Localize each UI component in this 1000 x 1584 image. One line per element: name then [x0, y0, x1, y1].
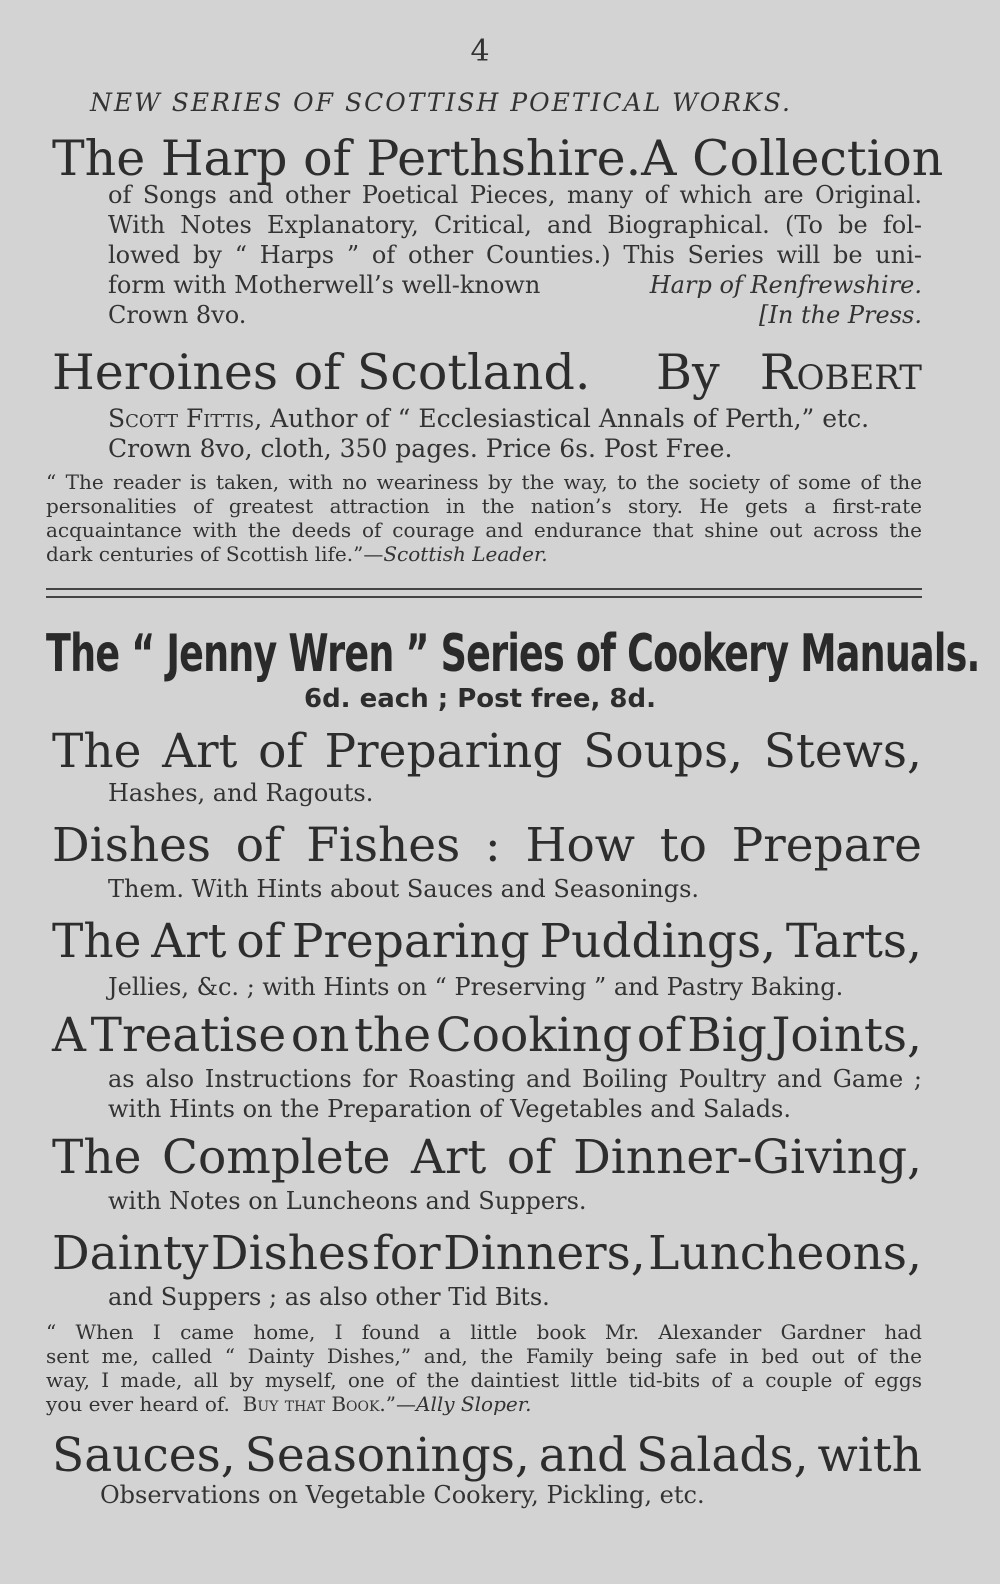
author-line [108, 404, 922, 434]
title-left: Heroines of Scotland. [52, 344, 591, 401]
quote-line [46, 1392, 922, 1416]
series-title-jenny-wren: The “ Jenny Wren ” Series of Cookery Manuals. [46, 624, 980, 684]
status-text: [In the Press. [759, 301, 922, 329]
description-line: Observations on Vegetable Cookery, Pickling, etc. [100, 1481, 705, 1509]
book-description-dinner-giving [108, 1186, 922, 1216]
title-word: Dinners, [443, 1226, 646, 1281]
author-credit: Author of “ Ecclesiastical Annals of Perth,” etc. [270, 404, 870, 433]
book-description-soups [108, 778, 922, 808]
title-word: of [258, 724, 304, 779]
book-title-dainty-dishes [52, 1226, 922, 1281]
book-title-big-joints [52, 1008, 922, 1063]
quote-text: you ever heard of. [46, 1392, 230, 1416]
author-name: Scott Fittis, [108, 404, 263, 433]
quote-line: “ When I came home, I found a little book Mr. Alexander Gardner had [46, 1320, 922, 1344]
quote-line: “ The reader is taken, with no weariness by the way, to the society of some of the [46, 470, 922, 494]
title-word: with [817, 1428, 922, 1483]
book-description-dainty-dishes [108, 1282, 922, 1312]
title-by: By [656, 344, 720, 401]
title-left: The Harp of Perthshire. [52, 130, 642, 187]
description-line: with Hints on the Preparation of Vegetables and Salads. [108, 1095, 792, 1123]
description-line: lowed by “ Harps ” of other Counties.) This Series will be uni- [108, 241, 922, 269]
title-word: and [538, 1428, 628, 1483]
title-author-group [656, 344, 922, 401]
title-word: to [659, 818, 707, 873]
title-word: : [484, 818, 501, 873]
book-title-puddings [52, 914, 922, 969]
title-word: Art [162, 724, 238, 779]
book-title-soups [52, 724, 922, 779]
title-word: Preparing [324, 724, 563, 779]
title-word: Treatise [90, 1008, 287, 1063]
description-line: Jellies, &c. ; with Hints on “ Preserving ” and Pastry Baking. [108, 973, 844, 1001]
title-word: Sauces, [52, 1428, 236, 1483]
series-heading: NEW SERIES OF SCOTTISH POETICAL WORKS. [90, 88, 792, 117]
book-description-puddings [108, 972, 922, 1002]
title-word: the [354, 1008, 432, 1063]
title-word: Joints, [771, 1008, 922, 1063]
section-divider [46, 588, 922, 598]
title-word: Prepare [731, 818, 922, 873]
title-word: Salads, [636, 1428, 809, 1483]
book-description-sauces [100, 1480, 914, 1510]
book-title-dinner-giving [52, 1130, 922, 1185]
description-line: of Songs and other Poetical Pieces, many of which are Original. [108, 181, 922, 209]
book-description-harp [108, 180, 922, 330]
description-line: Hashes, and Ragouts. [108, 779, 374, 807]
title-word: Big [687, 1008, 767, 1063]
title-word: on [290, 1008, 350, 1063]
title-word: How [525, 818, 636, 873]
details-line: Crown 8vo, cloth, 350 pages. Price 6s. Post Free. [108, 434, 733, 463]
quote-emphasis: Buy that Book. [242, 1392, 386, 1416]
book-title-heroines-of-scotland [52, 344, 922, 401]
title-word: Soups, [583, 724, 744, 779]
book-title-sauces [52, 1428, 922, 1483]
review-quote-scottish-leader [46, 470, 922, 566]
quote-dash: ”— [385, 1392, 417, 1416]
book-title-fishes [52, 818, 922, 873]
title-word: Cooking [435, 1008, 633, 1063]
description-line: Them. With Hints about Sauces and Seasonings. [108, 875, 700, 903]
title-word: of [236, 914, 283, 969]
title-author: Robert [759, 344, 922, 401]
title-word: Dishes [210, 1226, 370, 1281]
quote-line: acquaintance with the deeds of courage and endurance that shine out across the [46, 518, 922, 542]
title-word: The [52, 914, 142, 969]
title-word: Dainty [52, 1226, 209, 1281]
title-word: Art [411, 1130, 487, 1185]
review-quote-ally-sloper [46, 1320, 922, 1416]
book-description-fishes [108, 874, 922, 904]
title-word: Puddings, [539, 914, 777, 969]
referenced-title: Harp of Renfrewshire. [649, 271, 922, 299]
page-number: 4 [470, 34, 490, 69]
book-description-heroines [108, 404, 922, 464]
title-word: Stews, [763, 724, 922, 779]
title-word: The [52, 1130, 142, 1185]
format-text: Crown 8vo. [108, 301, 247, 329]
description-line: With Notes Explanatory, Critical, and Biographical. (To be fol- [108, 211, 922, 239]
quote-line [46, 542, 922, 566]
title-word: Luncheons, [648, 1226, 922, 1281]
title-word: The [52, 724, 142, 779]
title-word: of [506, 1130, 553, 1185]
title-word: of [235, 818, 282, 873]
title-word: of [636, 1008, 683, 1063]
title-word: Dishes [52, 818, 212, 873]
description-line: as also Instructions for Roasting and Boiling Poultry and Game ; [108, 1065, 922, 1093]
description-line [108, 270, 922, 300]
description-line: and Suppers ; as also other Tid Bits. [108, 1283, 550, 1311]
format-status-line [108, 300, 922, 330]
title-word: for [372, 1226, 441, 1281]
book-title-harp-of-perthshire [52, 130, 944, 187]
quote-source: Scottish Leader. [383, 542, 548, 566]
book-description-big-joints [108, 1064, 922, 1124]
title-right: A Collection [641, 130, 944, 187]
quote-line: sent me, called “ Dainty Dishes,” and, the Family being safe in bed out of the [46, 1344, 922, 1368]
title-word: Complete [161, 1130, 391, 1185]
description-text: form with Motherwell’s well-known [108, 271, 541, 299]
title-word: Dinner-Giving, [573, 1130, 922, 1185]
title-word: Tarts, [785, 914, 922, 969]
quote-text: dark centuries of Scottish life.”— [46, 542, 384, 566]
title-word: A [52, 1008, 86, 1063]
title-word: Fishes [306, 818, 461, 873]
description-line: with Notes on Luncheons and Suppers. [108, 1187, 587, 1215]
quote-line: personalities of greatest attraction in the nation’s story. He gets a first-rate [46, 494, 922, 518]
series-price: 6d. each ; Post free, 8d. [303, 684, 656, 714]
quote-line: way, I made, all by myself, one of the daintiest little tid-bits of a couple of eggs [46, 1368, 922, 1392]
title-word: Seasonings, [244, 1428, 530, 1483]
title-word: Art [151, 914, 227, 969]
title-word: Preparing [291, 914, 530, 969]
quote-source: Ally Sloper. [416, 1392, 532, 1416]
